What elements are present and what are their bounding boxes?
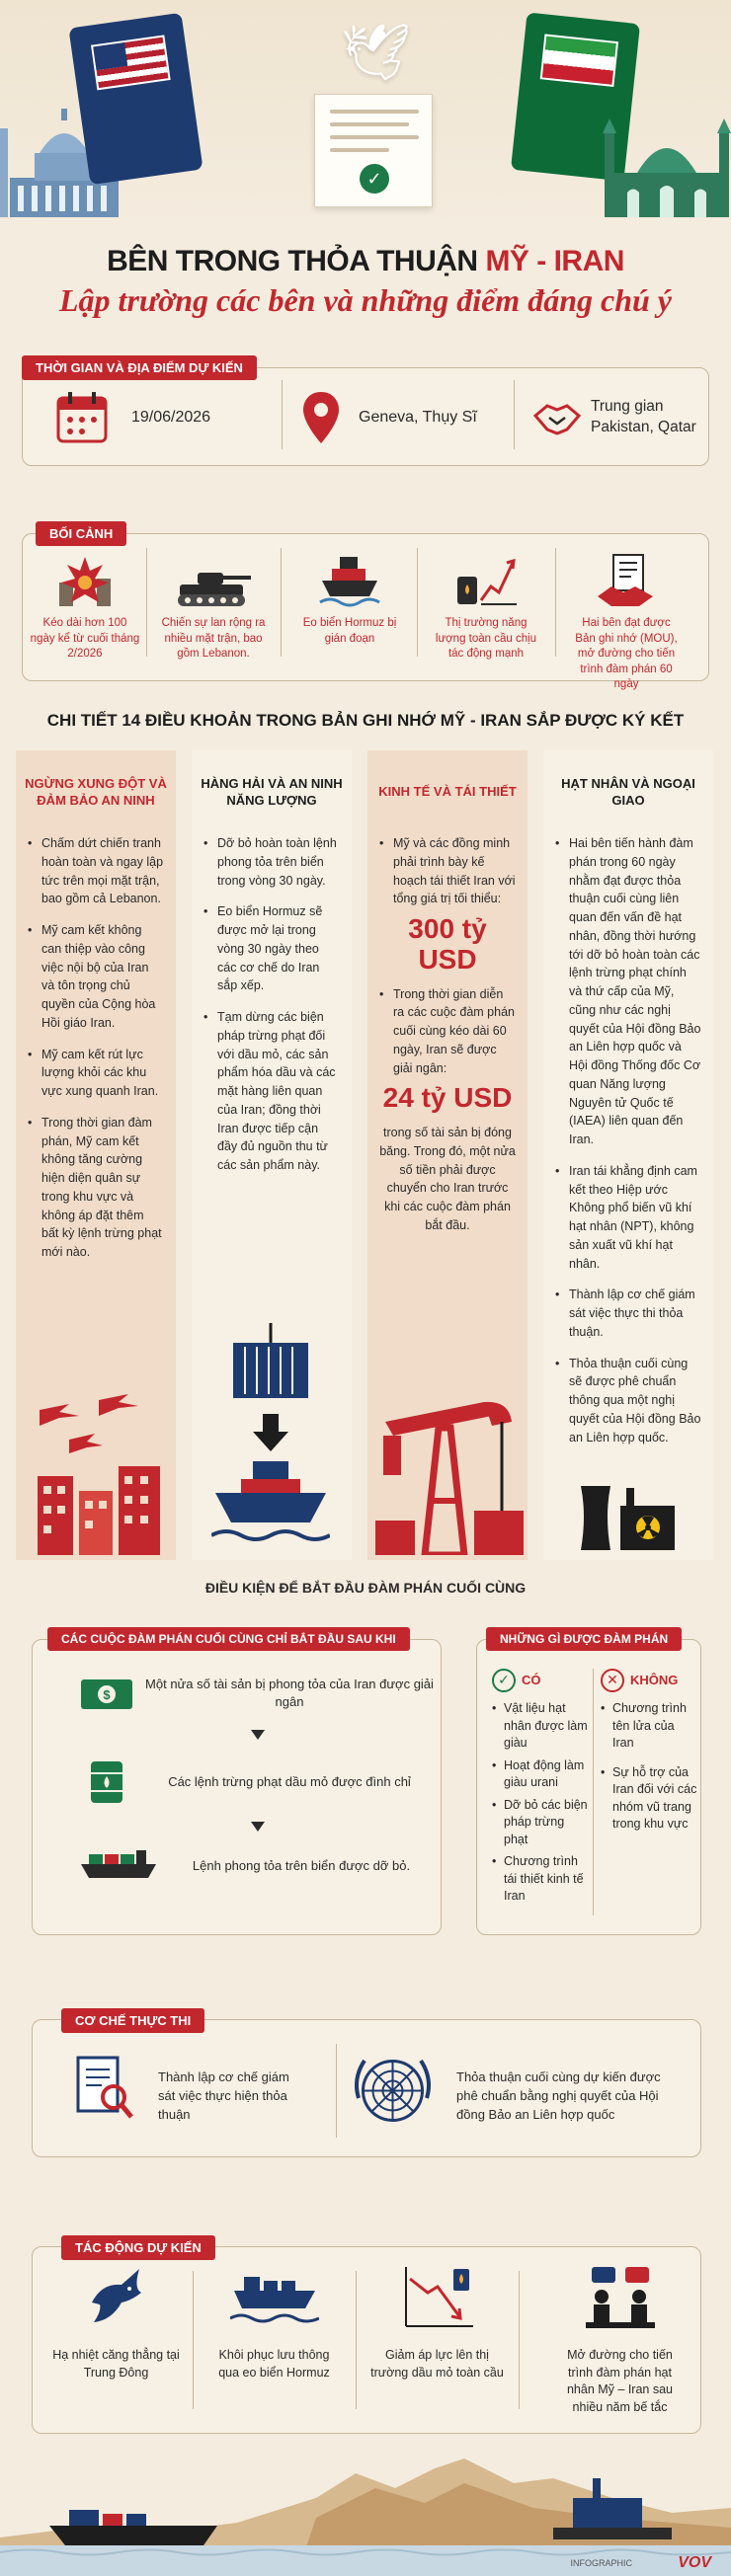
hero-illustration <box>0 0 731 237</box>
divider <box>356 2271 357 2409</box>
cargo-ship-icon <box>79 1846 158 1886</box>
condition-step <box>79 1846 445 1886</box>
mosque-icon <box>603 109 731 217</box>
impact-item <box>207 2263 341 2381</box>
divider <box>193 2271 194 2409</box>
context-text: Chiến sự lan rộng ra nhiều mặt trận, bao gồm Lebanon. <box>161 617 266 661</box>
negotiation-icon <box>586 2263 655 2332</box>
container-ship-icon <box>211 1323 330 1545</box>
disbursement-amount: 24 tỷ USD <box>382 1082 513 1114</box>
dove-icon <box>82 2263 151 2332</box>
context-item <box>571 551 682 693</box>
war-city-icon <box>30 1382 168 1555</box>
document-search-icon <box>74 2054 133 2123</box>
column-maritime <box>192 750 352 1188</box>
impact-item <box>553 2263 687 2416</box>
mediator-countries: Pakistan, Qatar <box>591 419 696 435</box>
column-title: HÀNG HẢI VÀ AN NINH NĂNG LƯỢNG <box>201 775 343 808</box>
condition-step <box>79 1757 445 1807</box>
mediator-item <box>533 390 696 445</box>
condition-text: Các lệnh trừng phạt dầu mỏ được đình chỉ <box>168 1773 411 1789</box>
negotiation-tag: NHỮNG GÌ ĐƯỢC ĐÀM PHÁN <box>486 1627 682 1651</box>
enforcement-text: Thành lập cơ chế giám sát việc thực hiện thỏa thuận <box>158 2069 289 2122</box>
reconstruction-amount: 300 tỷ USD <box>408 913 487 975</box>
arrow-down-icon <box>251 1730 265 1740</box>
impact-text: Giảm áp lực lên thị trường dầu mỏ toàn cầu <box>370 2348 504 2380</box>
list-item: • Mỹ cam kết không can thiệp vào công việc nội bộ của Iran và tôn trọng chủ quyền của Cộng hòa Hồi giáo Iran. <box>28 921 164 1033</box>
svg-text:$: $ <box>103 1687 111 1702</box>
column-title: KINH TẾ VÀ TÁI THIẾT <box>378 784 517 800</box>
tanker-icon <box>230 2263 319 2332</box>
impact-text: Khôi phục lưu thông qua eo biển Hormuz <box>218 2348 330 2380</box>
explosion-icon <box>53 553 117 608</box>
list-item: • Tạm dừng các biện pháp trừng phạt đối với dầu mỏ, các sản phẩm hóa dầu và các mặt hàng liên quan của Iran; đồng thời Iran được tiếp cận đầy đủ nguồn thu từ các sản phẩm này. <box>203 1008 340 1175</box>
disbursement-note: trong số tài sản bị đóng băng. Trong đó, một nửa số tiền phải được chuyển cho Iran trước khi các cuộc đàm phán bắt đầu. <box>379 1126 516 1232</box>
tank-icon <box>174 565 253 608</box>
list-item: • Iran tái khẳng định cam kết theo Hiệp ước Không phổ biến vũ khí hạt nhân (NPT), không sản xuất vũ khí hạt nhân. <box>555 1162 701 1274</box>
map-pin-icon <box>301 390 341 445</box>
context-text: Eo biển Hormuz bị gián đoạn <box>302 617 397 645</box>
divider <box>519 2271 520 2409</box>
start-conditions-tag: CÁC CUỘC ĐÀM PHÁN CUỐI CÙNG CHỈ BẮT ĐẦU SAU KHI <box>47 1627 410 1651</box>
nuclear-plant-icon <box>571 1476 680 1550</box>
ship-icon <box>318 553 381 608</box>
oil-pump-icon <box>375 1392 524 1555</box>
handshake-document-icon <box>594 553 659 608</box>
divider <box>282 380 283 449</box>
context-text: Hai bên đạt được Bản ghi nhớ (MOU), mở đường cho tiến trình đàm phán 60 ngày <box>575 617 678 691</box>
us-flag-icon <box>91 35 171 90</box>
arrow-down-icon <box>251 1822 265 1832</box>
iran-flag-icon <box>540 34 618 87</box>
list-item: • Dỡ bỏ hoàn toàn lệnh phong tỏa trên biển trong vòng 30 ngày. <box>203 834 340 890</box>
list-item: • Dỡ bỏ các biện pháp trừng phạt <box>492 1797 591 1849</box>
list-item: • Chấm dứt chiến tranh hoàn toàn và ngay lập tức trên mọi mặt trận, bao gồm cả Lebanon. <box>28 834 164 908</box>
divider <box>555 548 556 657</box>
date-item <box>54 390 210 445</box>
list-item: • Chương trình tên lửa của Iran <box>601 1700 697 1753</box>
context-text: Thị trường năng lượng toàn cầu chịu tác động mạnh <box>435 617 537 661</box>
mediator-label: Trung gian <box>591 398 664 416</box>
context-item <box>158 551 269 663</box>
no-label: KHÔNG <box>630 1672 679 1687</box>
list-item: • Trong thời gian diễn ra các cuộc đàm phán cuối cùng kéo dài 60 ngày, Iran sẽ được giải ngân: <box>379 985 516 1078</box>
divider <box>146 548 147 657</box>
context-item <box>431 551 541 663</box>
divider <box>281 548 282 657</box>
column-security <box>16 750 176 1275</box>
enforcement-text: Thỏa thuận cuối cùng dự kiến được phê chuẩn bằng nghị quyết của Hội đồng Bảo an Liên hợp quốc <box>456 2069 661 2122</box>
check-icon: ✓ <box>492 1669 516 1692</box>
condition-step <box>79 1674 445 1713</box>
column-economy <box>367 750 528 1245</box>
column-title: HẠT NHÂN VÀ NGOẠI GIAO <box>561 775 695 808</box>
list-item: • Sự hỗ trợ của Iran đối với các nhóm vũ trang trong khu vực <box>601 1764 697 1834</box>
calendar-icon <box>54 390 110 445</box>
divider <box>336 2044 337 2138</box>
oil-chart-icon <box>451 553 521 608</box>
context-item <box>294 551 405 647</box>
context-tag: BỐI CẢNH <box>36 521 126 546</box>
context-text: Kéo dài hơn 100 ngày kể từ cuối tháng 2/2026 <box>30 617 140 661</box>
negotiated-yes <box>492 1669 591 1911</box>
footer-illustration <box>0 2429 731 2576</box>
enforcement-tag: CƠ CHẾ THỰC THI <box>61 2008 204 2033</box>
column-nuclear <box>543 750 713 1459</box>
page-subtitle: Lập trường các bên và những điểm đáng chú ý <box>59 282 672 318</box>
list-item: • Mỹ và các đồng minh phải trình bày kế hoạch tái thiết Iran với tổng giá trị tối thiểu: <box>379 834 516 908</box>
check-seal-icon: ✓ <box>360 164 389 194</box>
negotiated-no <box>601 1669 697 1838</box>
condition-text: Lệnh phong tỏa trên biển được dỡ bỏ. <box>192 1857 411 1873</box>
list-item: • Eo biển Hormuz sẽ được mở lại trong vòng 30 ngày theo các cơ chế do Iran sắp xếp. <box>203 902 340 995</box>
money-icon <box>79 1674 134 1713</box>
oil-price-down-icon <box>398 2263 477 2332</box>
list-item: • Vật liệu hạt nhân được làm giàu <box>492 1700 591 1753</box>
list-item: • Hai bên tiến hành đàm phán trong 60 ngày nhằm đạt được thỏa thuận cuối cùng liên quan đến vấn đề hạt nhân, đồng thời hướng tới dỡ bỏ hoàn toàn các lệnh trừng phạt chính và thứ cấp của Mỹ, cũng như các nghị quyết của Hội đồng Bảo an Liên hợp quốc và Hội đồng Thống đốc Cơ quan Năng lượng Nguyên tử Quốc tế (IAEA) liên quan đến Iran. <box>555 834 701 1149</box>
landscape-illustration <box>0 2429 731 2576</box>
handshake-icon <box>533 390 581 445</box>
location-text: Geneva, Thụy Sĩ <box>359 409 477 426</box>
details-heading: CHI TIẾT 14 ĐIỀU KHOẢN TRONG BẢN GHI NHỚ MỸ - IRAN SẮP ĐƯỢC KÝ KẾT <box>46 711 685 730</box>
us-passport-icon <box>68 13 203 185</box>
divider <box>514 380 515 449</box>
location-item <box>301 390 477 445</box>
impact-item <box>49 2263 183 2381</box>
list-item: • Trong thời gian đàm phán, Mỹ cam kết không tăng cường hiện diện quân sự trong khu vực và không áp đặt thêm bất kỳ lệnh trừng phạt mới nào. <box>28 1114 164 1262</box>
impact-item <box>370 2263 504 2381</box>
conditions-heading: ĐIỀU KIỆN ĐỂ BẮT ĐẦU ĐÀM PHÁN CUỐI CÙNG <box>204 1580 527 1596</box>
list-item: • Thỏa thuận cuối cùng sẽ được phê chuẩn thông qua một nghị quyết của Hội đồng Bảo an Liên hợp quốc. <box>555 1355 701 1447</box>
list-item: • Thành lập cơ chế giám sát việc thực thi thỏa thuận. <box>555 1286 701 1341</box>
list-item: • Hoạt động làm giàu urani <box>492 1757 591 1792</box>
impact-text: Hạ nhiệt căng thẳng tại Trung Đông <box>52 2348 180 2380</box>
vov-logo: VOV <box>678 2554 711 2571</box>
un-emblem-icon <box>351 2049 435 2133</box>
date-text: 19/06/2026 <box>131 409 211 426</box>
column-title: NGỪNG XUNG ĐỘT VÀ ĐẢM BẢO AN NINH <box>25 775 167 808</box>
yes-label: CÓ <box>522 1672 541 1687</box>
dove-icon: 🕊 <box>341 21 412 83</box>
list-item: • Mỹ cam kết rút lực lượng khỏi các khu vực xung quanh Iran. <box>28 1046 164 1101</box>
agreement-document-icon <box>314 94 433 207</box>
oil-barrel-icon <box>79 1757 134 1807</box>
time-place-tag: THỜI GIAN VÀ ĐỊA ĐIỂM DỰ KIẾN <box>22 355 257 380</box>
impact-text: Mở đường cho tiến trình đàm phán hạt nhân Mỹ – Iran sau nhiều năm bế tắc <box>566 2348 673 2414</box>
divider <box>417 548 418 657</box>
footer-credit: INFOGRAPHIC <box>570 2558 632 2568</box>
divider <box>593 1669 594 1915</box>
page-title: BÊN TRONG THỎA THUẬN MỸ - IRAN <box>107 245 624 277</box>
list-item: • Chương trình tái thiết kinh tế Iran <box>492 1853 591 1906</box>
impact-tag: TÁC ĐỘNG DỰ KIẾN <box>61 2235 215 2260</box>
close-icon: ✕ <box>601 1669 624 1692</box>
context-item <box>30 551 140 663</box>
condition-text: Một nửa số tài sản bị phong tỏa của Iran được giải ngân <box>145 1676 434 1709</box>
